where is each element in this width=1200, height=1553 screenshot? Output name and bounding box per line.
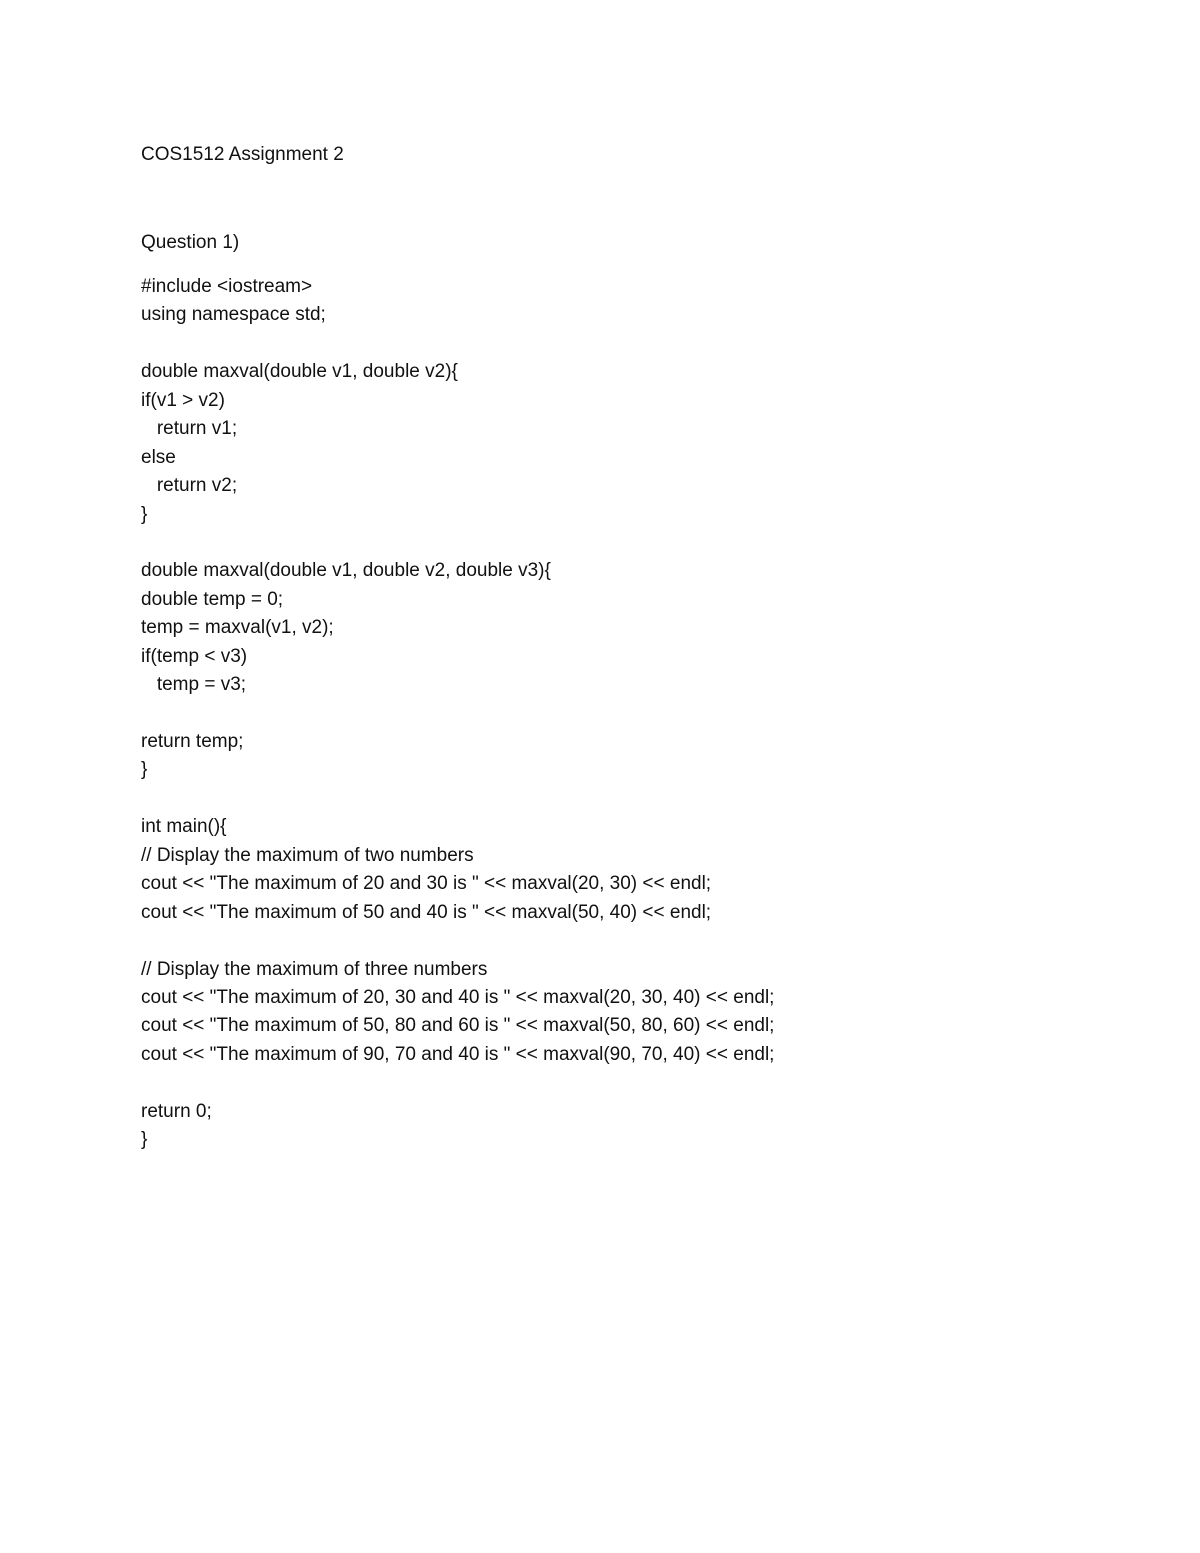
code-line: temp = v3;	[141, 674, 247, 696]
code-line: else	[141, 446, 176, 468]
document-title: COS1512 Assignment 2	[141, 144, 344, 165]
code-line: return v2;	[141, 475, 238, 497]
code-line: using namespace std;	[141, 304, 326, 326]
code-line: double maxval(double v1, double v2, double v3){	[141, 560, 551, 582]
code-line: return temp;	[141, 731, 244, 752]
code-line: cout << "The maximum of 20 and 30 is " << maxval(20, 30) << endl;	[141, 873, 712, 895]
code-line: double maxval(double v1, double v2){	[141, 361, 458, 383]
code-line: #include <iostream>	[141, 276, 313, 297]
code-line: return 0;	[141, 1100, 212, 1122]
code-line: return v1;	[141, 418, 238, 440]
code-line	[141, 700, 1041, 728]
code-line	[141, 1069, 1041, 1097]
code-line: // Display the maximum of two numbers	[141, 844, 474, 866]
code-line: if(v1 > v2)	[141, 389, 225, 411]
code-line: double temp = 0;	[141, 588, 284, 610]
code-line	[141, 785, 1041, 813]
code-line: cout << "The maximum of 90, 70 and 40 is " << maxval(90, 70, 40) << endl;	[141, 1043, 775, 1065]
code-line: cout << "The maximum of 20, 30 and 40 is " << maxval(20, 30, 40) << endl;	[141, 986, 775, 1008]
code-line: }	[141, 759, 148, 781]
question-heading: Question 1)	[141, 232, 240, 253]
code-line: if(temp < v3)	[141, 645, 248, 667]
code-line	[141, 330, 1041, 358]
code-line	[141, 927, 1041, 955]
code-line: cout << "The maximum of 50 and 40 is " << maxval(50, 40) << endl;	[141, 901, 712, 923]
code-line: int main(){	[141, 816, 227, 838]
code-line	[141, 529, 1041, 557]
code-line: temp = maxval(v1, v2);	[141, 617, 334, 639]
code-block	[141, 273, 1041, 1155]
code-line: cout << "The maximum of 50, 80 and 60 is " << maxval(50, 80, 60) << endl;	[141, 1015, 775, 1037]
code-line: // Display the maximum of three numbers	[141, 958, 488, 980]
code-line: }	[141, 1129, 148, 1151]
code-line: }	[141, 503, 148, 525]
